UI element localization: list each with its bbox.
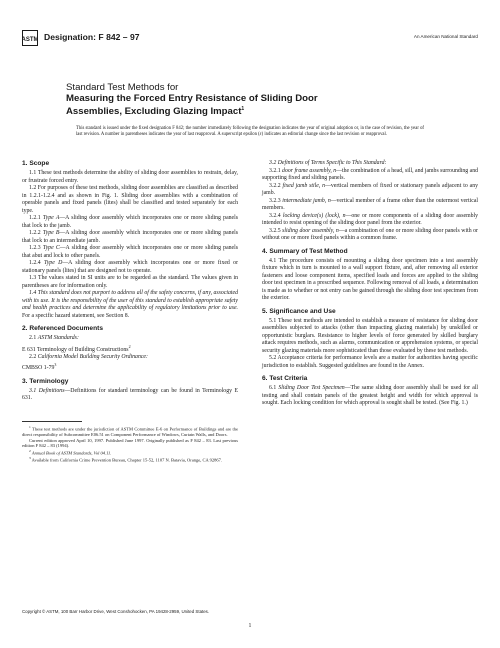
para-6-1 (262, 385, 478, 408)
para-2-2-label: 2.2 (29, 353, 38, 360)
para-5-1: 5.1 These test methods are intended to establish a measure of resistance for sliding door assemblies subjected to attacks (other than impacting glazing materials) by unskilled or opportunistic burglars. Resistance to higher levels of force generated by skilled burglary attack requires methods, such as alarms, communication or apprehension systems, or special security glazing materials more sophisticated than those evaluated by these test methods. (262, 317, 478, 354)
title-block (66, 82, 446, 117)
ref-e631-mark: 2 (128, 343, 131, 349)
para-2-2 (22, 354, 238, 362)
para-1-4 (22, 290, 238, 320)
para-3-2-5 (262, 228, 478, 243)
para-6-1-text: —The same sliding door assembly shall be used for all testing and shall contain panels of the greatest height and width for which approval is sought. Each locking condition for which approval is sought shall be tested. (See Fig. 1.) (262, 385, 478, 406)
para-6-1-label: 6.1 (269, 385, 279, 391)
para-3-2-2-term: fixed jamb stile, n (282, 182, 326, 189)
para-3-2-5-label: 3.2.5 (269, 227, 283, 234)
para-3-2-4-label: 3.2.4 (269, 212, 283, 219)
para-2-1-label: 2.1 (29, 335, 38, 341)
para-2-1 (22, 335, 238, 343)
footnote-1-text: These test methods are under the jurisdiction of ASTM Committee E-6 on Performance of Buildings and are the direct responsibility of Subcommittee E06.51 on Component Performance of Windows, Curtain Walls, and Doors. (22, 426, 239, 437)
page-number: 1 (248, 623, 252, 629)
svg-text:ASTM: ASTM (22, 37, 38, 43)
para-1-2-3-text: —A sliding door assembly which incorporates one or more sliding panels that abut and lock to other panels. (22, 245, 238, 259)
para-1-2-2-term: Type B (42, 230, 60, 236)
footnote-3: $^3$ Available from California Crime Prevention Bureau, Chapter 15-52, 1107 N. Batavia, Orange, CA 92867. (29, 455, 222, 463)
para-5-2: 5.2 Acceptance criteria for performance levels are a matter for authorities having specific jurisdiction to establish. Suggested guidelines are found in the Annex. (262, 355, 478, 369)
footnote-1: $^1$ These test methods are under the jurisdiction of ASTM Committee E-6 on Performance of Buildings and are the direct responsibility of Subcommittee E06.51 on Component Performance of Windows, Curtain Walls, and Doors. (22, 424, 239, 437)
para-1-2-4-term: Type D (43, 260, 63, 266)
section-referenced-documents-heading: 2. Referenced Documents (22, 325, 103, 332)
para-3-2-2 (262, 183, 478, 198)
standard-notice: This standard is issued under the fixed designation F 842; the number immediately following the designation indicates the year of original adoption or, in the case of revision, the year of last revision. A number in parentheses indicates the year of last reapproval. A superscript epsilon (ε) indicates an editorial change since the last revision or reapproval. (76, 126, 424, 137)
para-3-1-text: —Definitions for standard terminology can be found in Terminology E 631. (22, 387, 238, 402)
para-3-2-1-text: —the combination of a head, sill, and jambs surrounding and supporting fixed and sliding panels. (262, 167, 478, 181)
para-2-2-term: California Model Building Security Ordinance: (37, 353, 148, 360)
para-3-2 (262, 160, 478, 168)
para-1-2-1-label: 1.2.1 (29, 215, 43, 221)
para-1-2-1-text: —A sliding door assembly which incorporates one or more sliding panels that lock to the jamb. (22, 215, 238, 229)
footnote-3-text: Available from California Crime Prevention Bureau, Chapter 15-52, 1107 N. Batavia, Orange, CA 92867. (31, 457, 222, 463)
para-3-2-3-term: intermediate jamb, n (282, 197, 331, 204)
footnote-2: $^2$ Annual Book of ASTM Standards, Vol 04.11. (29, 448, 112, 456)
para-1-2-4-text: —A sliding door assembly which incorporates one or more fixed or stationary panels (lites) that are designed not to operate. (22, 260, 238, 274)
copyright-footer: Copyright © ASTM, 100 Barr Harbor Drive, West Conshohocken, PA 19428-2959, United States. (22, 609, 210, 614)
para-3-2-3-label: 3.2.3 (269, 197, 283, 204)
para-3-2-4-term: locking device(s) (lock), n (282, 212, 346, 219)
title-line-3-text: Assemblies, Excluding Glazing Impact (66, 106, 242, 118)
para-3-2-2-text: —vertical members of fixed or stationary panels adjacent to any jamb. (262, 182, 478, 196)
title-footnote-mark: 1 (241, 106, 245, 112)
para-1-2: 1.2 For purposes of these test methods, sliding door assemblies are classified as described in 1.2.1-1.2.4 and as shown in Fig. 1. Sliding door assemblies with a combination of operable panels and fixed panels (lites) shall be classified and tested separately for each type. (22, 185, 238, 214)
para-3-2-5-term: sliding door assembly, n (282, 227, 339, 234)
section-test-criteria-heading: 6. Test Criteria (262, 375, 308, 382)
para-1-2-3-label: 1.2.3 (29, 245, 43, 251)
american-national-standard: An American National Standard (413, 34, 478, 39)
ref-cmbso-text: CMBSO 1-79 (22, 365, 55, 372)
section-scope-heading: 1. Scope (22, 160, 50, 167)
para-3-2-3-text: —vertical member of a frame other than the outermost vertical members. (262, 197, 479, 211)
footnote-rule (22, 421, 82, 422)
para-3-2-4 (262, 213, 478, 228)
para-3-2-5-text: —a combination of one or more sliding door panels with or without one or more fixed panels within a common frame. (262, 227, 478, 241)
para-1-4-safety: 1.4 This standard does not purport to address all of the safety concerns, if any, associated with its use. It is the responsibility of the user of this standard to establish appropriate safety and health practices and determine the applicability of regulatory limitations prior to use. (22, 290, 238, 311)
para-1-2-2 (22, 230, 238, 245)
para-3-2-3 (262, 198, 478, 213)
para-3-2-1-term: door frame assembly, n (282, 167, 337, 174)
ref-e631 (22, 343, 238, 354)
ref-cmbso-mark: 3 (54, 362, 57, 368)
title-line-3 (66, 104, 446, 117)
right-column (262, 160, 478, 408)
designation: Designation: F 842 – 97 (44, 32, 140, 42)
section-summary-heading: 4. Summary of Test Method (262, 247, 348, 255)
para-6-1-term: Sliding Door Test Specimen (278, 385, 345, 391)
para-1-4-tail: For a specific hazard statement, see Section 8. (22, 312, 130, 319)
left-column (22, 160, 238, 463)
para-3-1-term: 3.1 Definitions (29, 387, 65, 394)
para-3-2-1-label: 3.2.1 (269, 167, 283, 174)
ref-cmbso (22, 361, 238, 372)
para-2-1-term: ASTM Standards: (37, 335, 79, 341)
title-line-2: Measuring the Forced Entry Resistance of Sliding Door (66, 93, 318, 104)
para-1-2-1 (22, 215, 238, 230)
para-3-1 (22, 388, 238, 403)
footnote-2-text: Annual Book of ASTM Standards, Vol 04.11. (31, 450, 112, 456)
para-1-2-4-label: 1.2.4 (29, 260, 44, 266)
section-significance-heading: 5. Significance and Use (262, 307, 336, 315)
para-1-2-4 (22, 260, 238, 275)
astm-logo (22, 30, 38, 46)
para-3-2-1 (262, 168, 478, 183)
para-1-2-1-term: Type A (42, 215, 60, 221)
footnote-1b: Current edition approved April 10, 1997. Published June 1997. Originally published as F 842 – 83. Last previous edition F 842 – 83 (1994). (22, 437, 238, 449)
para-1-2-3-term: Type C (42, 245, 60, 251)
page-header (22, 28, 478, 48)
section-terminology-heading: 3. Terminology (22, 377, 69, 385)
para-3-2-2-label: 3.2.2 (269, 182, 283, 189)
para-1-3: 1.3 The values stated in SI units are to be regarded as the standard. The values given in parentheses are for information only. (22, 275, 238, 289)
title-line-1: Standard Test Methods for (66, 82, 179, 93)
para-3-2-term: 3.2 Definitions of Terms Specific to This Standard: (269, 160, 387, 166)
ref-e631-text: E 631 Terminology of Building Constructions (22, 346, 129, 353)
para-4-1: 4.1 The procedure consists of mounting a sliding door specimen into a test assembly fixture which in turn is mounted to a wall support fixture, and, after removing all exterior fasteners and loose component items, specified loads and forces are applied to the sliding door test specimen in a prescribed sequence. Following removal of all loads, a determination is made as to whether or not entry can be gained through the sliding door test specimen from the exterior. (262, 257, 478, 301)
para-3-2-4-text: —one or more components of a sliding door assembly intended to resist opening of the sliding door panel from the exterior. (262, 212, 478, 226)
para-1-1: 1.1 These test methods determine the ability of sliding door assemblies to restrain, delay, or frustrate forced entry. (22, 170, 238, 184)
para-1-2-2-label: 1.2.2 (29, 230, 43, 236)
para-1-2-3 (22, 245, 238, 260)
para-1-2-2-text: —A sliding door assembly which incorporates one or more sliding panels that lock to an intermediate jamb. (22, 230, 239, 244)
